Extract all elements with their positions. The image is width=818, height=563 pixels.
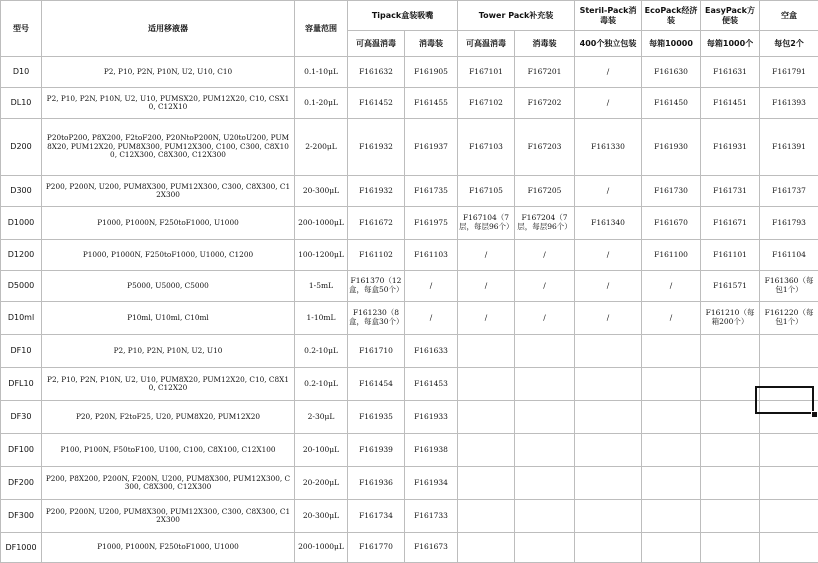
cell-tower-sterile[interactable]: / xyxy=(515,240,575,271)
cell-steril[interactable]: / xyxy=(575,302,642,335)
table-row xyxy=(1,176,818,207)
cell-steril[interactable] xyxy=(575,533,642,563)
cell-tower-sterile[interactable]: F167201 xyxy=(515,57,575,88)
cell-eco[interactable] xyxy=(642,467,701,500)
cell-tower-auto[interactable] xyxy=(458,434,515,467)
cell-tower-auto[interactable] xyxy=(458,401,515,434)
cell-model[interactable]: D1200 xyxy=(1,240,42,271)
cell-easy[interactable]: F161210（每箱200个） xyxy=(701,302,760,335)
cell-range[interactable]: 100-1200μL xyxy=(295,240,348,271)
cell-range[interactable]: 20-100μL xyxy=(295,434,348,467)
cell-eco[interactable] xyxy=(642,401,701,434)
header-tower-sterile[interactable]: 消毒装 xyxy=(515,31,575,57)
cell-range[interactable]: 0.1-10μL xyxy=(295,57,348,88)
cell-tower-sterile[interactable]: F167204（7层，每层96个） xyxy=(515,207,575,240)
header-sterilpack[interactable]: Steril-Pack消毒装 xyxy=(575,1,642,31)
cell-tipack-auto[interactable]: F161102 xyxy=(348,240,405,271)
cell-tipack-sterile[interactable]: F161455 xyxy=(405,88,458,119)
header-tipack[interactable]: Tipack盒装吸嘴 xyxy=(348,1,458,31)
header-range[interactable]: 容量范围 xyxy=(295,1,348,57)
cell-tower-sterile[interactable] xyxy=(515,500,575,533)
cell-pipettes[interactable]: P200, P200N, U200, PUM8X300, PUM12X300, C300, C8X300, C12X300 xyxy=(42,500,295,533)
cell-empty[interactable]: F161791 xyxy=(760,57,818,88)
cell-tipack-auto[interactable]: F161230（8盒，每盒30个） xyxy=(348,302,405,335)
cell-tipack-sterile[interactable]: F161975 xyxy=(405,207,458,240)
table-row xyxy=(1,467,818,500)
cell-tipack-auto[interactable]: F161370（12盒，每盒50个） xyxy=(348,271,405,302)
cell-model[interactable]: DF1000 xyxy=(1,533,42,563)
cell-tipack-auto[interactable]: F161452 xyxy=(348,88,405,119)
cell-tipack-auto[interactable]: F161770 xyxy=(348,533,405,563)
cell-model[interactable]: DF10 xyxy=(1,335,42,368)
cell-empty[interactable]: F161360（每包1个） xyxy=(760,271,818,302)
cell-tipack-auto[interactable]: F161935 xyxy=(348,401,405,434)
cell-tower-sterile[interactable]: F167202 xyxy=(515,88,575,119)
cell-range[interactable]: 200-1000μL xyxy=(295,533,348,563)
header-eco-sub[interactable]: 每箱10000 xyxy=(642,31,701,57)
cell-range[interactable]: 1-5mL xyxy=(295,271,348,302)
cell-range[interactable]: 20-300μL xyxy=(295,176,348,207)
table-row xyxy=(1,401,818,434)
header-empty[interactable]: 空盒 xyxy=(760,1,818,31)
cell-tipack-auto[interactable]: F161936 xyxy=(348,467,405,500)
cell-model[interactable]: DF200 xyxy=(1,467,42,500)
cell-easy[interactable]: F161671 xyxy=(701,207,760,240)
cell-empty[interactable] xyxy=(760,434,818,467)
cell-model[interactable]: DFL10 xyxy=(1,368,42,401)
header-easypack[interactable]: EasyPack方便装 xyxy=(701,1,760,31)
cell-model[interactable]: D1000 xyxy=(1,207,42,240)
cell-model[interactable]: D10 xyxy=(1,57,42,88)
cell-empty[interactable]: F161391 xyxy=(760,119,818,176)
cell-tower-auto[interactable] xyxy=(458,467,515,500)
cell-tower-auto[interactable]: F167104（7层，每层96个） xyxy=(458,207,515,240)
cell-tipack-sterile[interactable]: F161735 xyxy=(405,176,458,207)
cell-tipack-auto[interactable]: F161672 xyxy=(348,207,405,240)
cell-pipettes[interactable]: P10ml, U10ml, C10ml xyxy=(42,302,295,335)
header-row-1 xyxy=(1,1,818,31)
cell-pipettes[interactable]: P20toP200, P8X200, F2toF200, P20NtoP200N, U20toU200, PUM8X20, PUM12X20, PUM8X300, PUM12X300, C100, C300, C8X100, C12X300, C8X300, C12X300 xyxy=(42,119,295,176)
table-row xyxy=(1,533,818,563)
cell-range[interactable]: 20-200μL xyxy=(295,467,348,500)
header-tower-auto[interactable]: 可高温消毒 xyxy=(458,31,515,57)
cell-tower-sterile[interactable]: F167203 xyxy=(515,119,575,176)
cell-eco[interactable] xyxy=(642,335,701,368)
cell-eco[interactable]: F161730 xyxy=(642,176,701,207)
cell-empty[interactable] xyxy=(760,467,818,500)
cell-pipettes[interactable]: P2, P10, P2N, P10N, U2, U10, C10 xyxy=(42,57,295,88)
cell-empty[interactable]: F161793 xyxy=(760,207,818,240)
table-row xyxy=(1,302,818,335)
cell-pipettes[interactable]: P2, P10, P2N, P10N, U2, U10, PUMSX20, PUM12X20, C10, CSX10, C12X10 xyxy=(42,88,295,119)
cell-tower-auto[interactable] xyxy=(458,533,515,563)
cell-tipack-sterile[interactable]: F161673 xyxy=(405,533,458,563)
cell-tower-auto[interactable]: / xyxy=(458,240,515,271)
cell-easy[interactable]: F161571 xyxy=(701,271,760,302)
cell-tower-sterile[interactable]: / xyxy=(515,271,575,302)
cell-easy[interactable] xyxy=(701,533,760,563)
cell-eco[interactable]: / xyxy=(642,302,701,335)
cell-steril[interactable]: F161330 xyxy=(575,119,642,176)
cell-steril[interactable] xyxy=(575,500,642,533)
cell-steril[interactable]: / xyxy=(575,240,642,271)
cell-eco[interactable]: F161450 xyxy=(642,88,701,119)
cell-pipettes[interactable]: P1000, P1000N, F250toF1000, U1000 xyxy=(42,533,295,563)
cell-easy[interactable]: F161101 xyxy=(701,240,760,271)
header-steril-sub[interactable]: 400个独立包装 xyxy=(575,31,642,57)
cell-eco[interactable]: F161670 xyxy=(642,207,701,240)
cell-tipack-sterile[interactable]: F161453 xyxy=(405,368,458,401)
cell-tipack-auto[interactable]: F161939 xyxy=(348,434,405,467)
cell-steril[interactable]: F161340 xyxy=(575,207,642,240)
cell-easy[interactable] xyxy=(701,401,760,434)
cell-tipack-auto[interactable]: F161932 xyxy=(348,119,405,176)
table-row xyxy=(1,207,818,240)
cell-eco[interactable]: F161930 xyxy=(642,119,701,176)
cell-model[interactable]: DL10 xyxy=(1,88,42,119)
cell-eco[interactable] xyxy=(642,533,701,563)
cell-pipettes[interactable]: P1000, P1000N, F250toF1000, U1000 xyxy=(42,207,295,240)
cell-tower-auto[interactable]: / xyxy=(458,271,515,302)
cell-steril[interactable] xyxy=(575,401,642,434)
cell-steril[interactable]: / xyxy=(575,271,642,302)
cell-steril[interactable]: / xyxy=(575,57,642,88)
header-tipack-auto[interactable]: 可高温消毒 xyxy=(348,31,405,57)
cell-tower-auto[interactable]: / xyxy=(458,302,515,335)
cell-tipack-auto[interactable]: F161632 xyxy=(348,57,405,88)
cell-tipack-sterile[interactable]: F161905 xyxy=(405,57,458,88)
cell-tipack-sterile[interactable]: F161733 xyxy=(405,500,458,533)
cell-tower-sterile[interactable]: F167205 xyxy=(515,176,575,207)
cell-tipack-auto[interactable]: F161454 xyxy=(348,368,405,401)
table-row xyxy=(1,335,818,368)
cell-tipack-sterile[interactable]: F161938 xyxy=(405,434,458,467)
cell-tower-sterile[interactable] xyxy=(515,368,575,401)
table-row xyxy=(1,368,818,401)
cell-steril[interactable]: / xyxy=(575,176,642,207)
cell-range[interactable]: 0.2-10μL xyxy=(295,335,348,368)
cell-model[interactable]: DF30 xyxy=(1,401,42,434)
cell-model[interactable]: DF300 xyxy=(1,500,42,533)
cell-tower-auto[interactable]: F167101 xyxy=(458,57,515,88)
header-tipack-sterile[interactable]: 消毒装 xyxy=(405,31,458,57)
cell-pipettes[interactable]: P5000, U5000, C5000 xyxy=(42,271,295,302)
table-row xyxy=(1,240,818,271)
cell-range[interactable]: 2-200μL xyxy=(295,119,348,176)
cell-tipack-sterile[interactable]: F161937 xyxy=(405,119,458,176)
cell-model[interactable]: D10ml xyxy=(1,302,42,335)
cell-empty[interactable] xyxy=(760,533,818,563)
cell-tower-sterile[interactable]: / xyxy=(515,302,575,335)
cell-tipack-auto[interactable]: F161710 xyxy=(348,335,405,368)
cell-pipettes[interactable]: P100, P100N, F50toF100, U100, C100, C8X100, C12X100 xyxy=(42,434,295,467)
cell-tipack-sterile[interactable]: F161933 xyxy=(405,401,458,434)
cell-empty[interactable]: F161393 xyxy=(760,88,818,119)
cell-pipettes[interactable]: P2, P10, P2N, P10N, U2, U10, PUM8X20, PUM12X20, C10, C8X10, C12X20 xyxy=(42,368,295,401)
table-row xyxy=(1,119,818,176)
table-body xyxy=(1,57,818,563)
cell-tower-auto[interactable] xyxy=(458,368,515,401)
cell-range[interactable]: 200-1000μL xyxy=(295,207,348,240)
cell-model[interactable]: D200 xyxy=(1,119,42,176)
cell-pipettes[interactable]: P2, P10, P2N, P10N, U2, U10 xyxy=(42,335,295,368)
cell-easy[interactable]: F161931 xyxy=(701,119,760,176)
cell-tower-auto[interactable]: F167102 xyxy=(458,88,515,119)
header-empty-sub[interactable]: 每包2个 xyxy=(760,31,818,57)
cell-range[interactable]: 1-10mL xyxy=(295,302,348,335)
cell-range[interactable]: 20-300μL xyxy=(295,500,348,533)
cell-eco[interactable] xyxy=(642,434,701,467)
cell-tower-auto[interactable] xyxy=(458,500,515,533)
cell-tipack-sterile[interactable]: / xyxy=(405,271,458,302)
cell-pipettes[interactable]: P20, P20N, F2toF25, U20, PUM8X20, PUM12X20 xyxy=(42,401,295,434)
cell-empty[interactable]: F161104 xyxy=(760,240,818,271)
table-row xyxy=(1,271,818,302)
cell-easy[interactable]: F161451 xyxy=(701,88,760,119)
cell-tower-auto[interactable]: F167103 xyxy=(458,119,515,176)
cell-pipettes[interactable]: P200, P8X200, P200N, F200N, U200, PUM8X300, PUM12X300, C300, C8X300, C12X300 xyxy=(42,467,295,500)
cell-tower-sterile[interactable] xyxy=(515,467,575,500)
cell-empty[interactable] xyxy=(760,500,818,533)
cell-pipettes[interactable]: P200, P200N, U200, PUM8X300, PUM12X300, C300, C8X300, C12X300 xyxy=(42,176,295,207)
cell-tipack-sterile[interactable]: F161103 xyxy=(405,240,458,271)
header-easy-sub[interactable]: 每箱1000个 xyxy=(701,31,760,57)
cell-empty[interactable] xyxy=(760,335,818,368)
cell-easy[interactable] xyxy=(701,467,760,500)
cell-eco[interactable]: / xyxy=(642,271,701,302)
cell-easy[interactable] xyxy=(701,368,760,401)
cell-easy[interactable] xyxy=(701,434,760,467)
cell-tower-sterile[interactable] xyxy=(515,335,575,368)
cell-tipack-sterile[interactable]: / xyxy=(405,302,458,335)
cell-steril[interactable] xyxy=(575,467,642,500)
cell-eco[interactable]: F161630 xyxy=(642,57,701,88)
cell-eco[interactable] xyxy=(642,500,701,533)
cell-easy[interactable] xyxy=(701,500,760,533)
cell-empty[interactable]: F161737 xyxy=(760,176,818,207)
table-row xyxy=(1,500,818,533)
cell-easy[interactable] xyxy=(701,335,760,368)
cell-tower-sterile[interactable] xyxy=(515,401,575,434)
header-model[interactable]: 型号 xyxy=(1,1,42,57)
cell-empty[interactable]: F161220（每包1个） xyxy=(760,302,818,335)
cell-steril[interactable]: / xyxy=(575,88,642,119)
cell-tipack-auto[interactable]: F161734 xyxy=(348,500,405,533)
cell-range[interactable]: 2-30μL xyxy=(295,401,348,434)
cell-tower-sterile[interactable] xyxy=(515,434,575,467)
cell-model[interactable]: D300 xyxy=(1,176,42,207)
table-row xyxy=(1,434,818,467)
cell-range[interactable]: 0.2-10μL xyxy=(295,368,348,401)
cell-model[interactable]: D5000 xyxy=(1,271,42,302)
cell-tower-auto[interactable] xyxy=(458,335,515,368)
header-tower[interactable]: Tower Pack补充装 xyxy=(458,1,575,31)
header-ecopack[interactable]: EcoPack经济装 xyxy=(642,1,701,31)
table-row xyxy=(1,57,818,88)
cell-steril[interactable] xyxy=(575,335,642,368)
cell-tower-auto[interactable]: F167105 xyxy=(458,176,515,207)
header-pipettes[interactable]: 适用移液器 xyxy=(42,1,295,57)
cell-eco[interactable]: F161100 xyxy=(642,240,701,271)
cell-eco[interactable] xyxy=(642,368,701,401)
fill-handle[interactable] xyxy=(811,411,818,418)
cell-tipack-sterile[interactable]: F161934 xyxy=(405,467,458,500)
cell-steril[interactable] xyxy=(575,368,642,401)
cell-tipack-sterile[interactable]: F161633 xyxy=(405,335,458,368)
cell-easy[interactable]: F161731 xyxy=(701,176,760,207)
cell-model[interactable]: DF100 xyxy=(1,434,42,467)
cell-steril[interactable] xyxy=(575,434,642,467)
cell-easy[interactable]: F161631 xyxy=(701,57,760,88)
cell-tipack-auto[interactable]: F161932 xyxy=(348,176,405,207)
cell-tower-sterile[interactable] xyxy=(515,533,575,563)
selected-cell[interactable] xyxy=(755,386,814,414)
table-row xyxy=(1,88,818,119)
cell-pipettes[interactable]: P1000, P1000N, F250toF1000, U1000, C1200 xyxy=(42,240,295,271)
cell-range[interactable]: 0.1-20μL xyxy=(295,88,348,119)
